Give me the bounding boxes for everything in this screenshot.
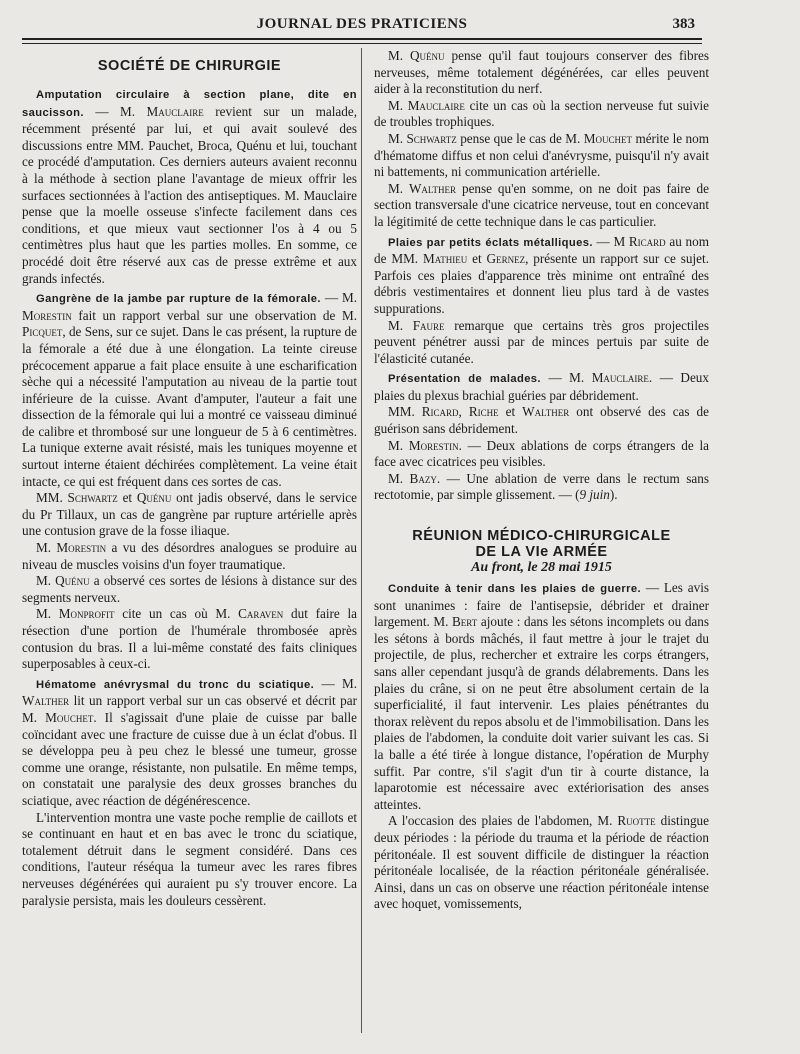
running-header: JOURNAL DES PRATICIENS xyxy=(256,16,468,32)
author-name: Morestin. xyxy=(408,437,462,453)
author-name: Walther xyxy=(22,693,70,709)
author-name: Quénu xyxy=(410,48,445,63)
paragraph-presentation: Présentation de malades. — M. Mauclaire. — Deux plaies du plexus brachial guéries par débridement. xyxy=(374,370,709,403)
author-name: Quénu xyxy=(136,490,172,506)
paragraph-morestin-face: M. Morestin. — Deux ablations de corps étrangers de la face avec cicatrices peu visibles. xyxy=(374,437,709,470)
section-spacer xyxy=(374,504,709,528)
paragraph-mauclaire: M. Mauclaire cite un cas où la section nerveuse fut suivie de troubles trophiques. xyxy=(374,97,709,130)
paragraph-ricard-riche: MM. Ricard, Riche et Walther ont observé des cas de guérison sans débridement. xyxy=(374,404,709,437)
section-heading-societe: SOCIÉTÉ DE CHIRURGIE xyxy=(97,58,282,74)
author-name: Mauclaire xyxy=(146,103,204,119)
author-name: Ricard, Riche xyxy=(421,404,499,420)
lead-title: Plaies par petits éclats métalliques. xyxy=(388,236,593,249)
meeting-date: Au front, le 28 mai 1915 xyxy=(471,560,612,576)
author-name: Quénu xyxy=(55,573,90,589)
paragraph-schwartz: M. Schwartz pense que le cas de M. Mouchet mérite le nom d'hématome diffus et non celui d'anévrysme, puisqu'il n'y avait ni battements, ni communication artérielle. xyxy=(374,130,709,180)
author-name: Mauclaire. xyxy=(591,370,653,386)
paragraph-conduite: Conduite à tenir dans les plaies de guerre. — Les avis sont unanimes : faire de l'antisepsie, débrider et drainer largement. M. Bert ajoute : dans les sétons incomplets ou dans les sétons à bords mâchés, il faut mettre à jour le trajet du projectile, de plus, rechercher et extraire les corps étrangers, sans aller cependant jusqu'à de grands délabrements. Dans les plaies du crâne, si on ne peut être absolument certain de la superficialité, il faut intervenir. Les plaies pénétrantes du thorax relèvent du repos absolu et de l'immobilisation. Dans les plaies de l'abdomen, la conduite doit varier suivant les cas. Si la balle a été tirée à longue distance, l'opération de Murphy suffit. Par contre, s'il s'agit d'un tir à courte distance, la laparotomie est nécessaire avec extériorisation des anses atteintes. xyxy=(374,580,709,812)
author-name: Morestin xyxy=(56,540,107,556)
author-name: Ricard xyxy=(628,233,666,249)
author-name: Schwartz xyxy=(406,130,457,146)
paragraph-eclats: Plaies par petits éclats métalliques. — M Ricard au nom de MM. Mathieu et Gernez, présente un rapport sur ce sujet. Parfois ces plaies d'apparence très minime ont entraîné des débris vestimentaires et donnent lieu plus tard à de vastes suppurations. xyxy=(374,233,709,316)
column-divider xyxy=(361,48,362,1033)
paragraph-quenu-fibres: M. Quénu pense qu'il faut toujours conserver des fibres nerveuses, même totalement dégénérées, car elles peuvent aider à la reconstitution du nerf. xyxy=(374,48,709,97)
author-name: Mouchet xyxy=(583,130,632,146)
page-number: 383 xyxy=(672,16,695,32)
author-name: Mauclaire xyxy=(407,97,465,113)
author-name: Mathieu xyxy=(423,251,468,267)
paragraph-bazy: M. Bazy. — Une ablation de verre dans le rectum sans rectotomie, par simple glissement. — (9 juin). xyxy=(374,470,709,503)
paragraph-walther: M. Walther pense qu'en somme, on ne doit pas faire de section transversale d'une cicatrice nerveuse, tout en concevant la légitimité de cette technique dans le cas particulier. xyxy=(374,180,709,229)
left-column xyxy=(22,48,357,909)
author-name: Schwartz xyxy=(67,490,118,506)
author-name: Picquet xyxy=(22,324,63,340)
paragraph-hematome: Hématome anévrysmal du tronc du sciatique. — M. Walther lit un rapport verbal sur un cas observé et décrit par M. Mouchet. Il s'agissait d'une plaie de cuisse par balle coïncidant avec une fracture de cuisse due à un éclat d'obus. Il se développa peu à peu chez le blessé une tumeur, grosse comme une orange, résistante, non pulsatile. En même temps, on constatait une paralysie des deux grosses branches du sciatique, avec réaction de dégénérescence. xyxy=(22,675,357,808)
author-name: Walther xyxy=(408,180,457,196)
paragraph-quenu: M. Quénu a observé ces sortes de lésions à distance sur des segments nerveux. xyxy=(22,573,357,605)
author-name: Caraven xyxy=(238,606,284,622)
paragraph-monprofit: M. Monprofit cite un cas où M. Caraven dut faire la résection d'une portion de l'humérale thrombosée après contusion du bras. Il a lui-même constaté des faits cliniques superposables à ceux-ci. xyxy=(22,606,357,672)
lead-title: Conduite à tenir dans les plaies de guerre. xyxy=(388,583,642,596)
paragraph-faure: M. Faure remarque que certains très gros projectiles peuvent pénétrer aussi par de minces pertuis par suite de l'élasticité cutanée. xyxy=(374,317,709,366)
paragraph-ruotte: A l'occasion des plaies de l'abdomen, M. Ruotte distingue deux périodes : la période du trauma et la période de réaction péritonéale. Il est souvent difficile de distinguer la réaction péritonéale localisée, de la réaction péritonéale généralisée. Ainsi, dans un cas on observe une réaction péritonéale intense avec hoquet, vomissements, xyxy=(374,813,709,912)
paragraph-intervention: L'intervention montra une vaste poche remplie de caillots et se continuant en haut et en bas avec le tronc du sciatique, totalement détruit dans le segment considéré. Dans ces conditions, l'auteur réséqua la tumeur avec les rares fibres nerveuses dégénérées qui auraient pu s'y trouver encore. La paralysie persista, mais les douleurs cessèrent. xyxy=(22,809,357,908)
author-name: Ruotte xyxy=(617,813,656,829)
author-name: Faure xyxy=(412,317,445,333)
author-name: Walther xyxy=(522,404,570,420)
section-heading-reunion: RÉUNION MÉDICO-CHIRURGICALE xyxy=(412,528,671,545)
lead-title: Présentation de malades. xyxy=(388,373,541,386)
lead-title: Gangrène de la jambe par rupture de la fémorale. xyxy=(36,293,321,306)
author-name: Bazy. xyxy=(409,470,441,486)
right-column xyxy=(374,48,709,913)
lead-title: Hématome anévrysmal du tronc du sciatique. xyxy=(36,678,315,691)
author-name: Morestin xyxy=(22,307,72,323)
paragraph-gangrene: Gangrène de la jambe par rupture de la fémorale. — M. Morestin fait un rapport verbal sur une observation de M. Picquet, de Sens, sur ce sujet. Dans le cas présent, la rupture de la fémorale a été due à une élongation. La teinte cireuse précocement apparue a fait place ensuite à une escharification sèche qui a nécessité l'amputation au niveau de la partie tout inférieure de la cuisse. Avant d'amputer, l'auteur a fait une dissection de la fémorale qui lui a montré ce vaisseau diminué de calibre et thrombosé sur une longueur de 5 à 6 centimètres. La tunique externe avait résisté, mais les tuniques moyenne et surtout interne étaient déchirées complètement. La veine était intacte, ce qui est fréquent dans ces sortes de cas. xyxy=(22,290,357,489)
paragraph-amputation: Amputation circulaire à section plane, dite en saucisson. — M. Mauclaire revient sur un malade, récemment présenté par lui, et qui avait soulevé des discussions entre MM. Pauchet, Broca, Quénu et lui, touchant ce procédé d'amputation. Ces derniers auteurs avaient reconnu à la méthode à section plane l'avantage de mieux offrir les surfaces sectionnées à l'action des antiseptiques. M. Mauclaire pense que la moelle osseuse s'infecte facilement dans ces conditions, et que mieux vaut sectionner l'os à 4 ou 5 centimètres plus haut que les parties molles. En somme, ce procédé doit être réservé aux cas de presse extrême et aux grands infectés. xyxy=(22,89,357,286)
paragraph-schwartz-quenu: MM. Schwartz et Quénu ont jadis observé, dans le service du Pr Tillaux, un cas de gangrène par rupture artérielle après une contusion grave de la fosse iliaque. xyxy=(22,490,357,539)
paragraph-morestin: M. Morestin a vu des désordres analogues se produire au niveau de muscles voisins d'un foyer traumatique. xyxy=(22,540,357,572)
session-date: 9 juin xyxy=(579,487,610,503)
author-name: Bert xyxy=(452,614,478,630)
header-rule xyxy=(22,38,702,44)
section-heading-armee: DE LA VIe ARMÉE xyxy=(475,544,608,561)
author-name: Mouchet xyxy=(45,709,94,725)
lead-title: Amputation circulaire à section plane, dite en saucisson. xyxy=(22,89,357,119)
author-name: Monprofit xyxy=(58,606,115,622)
author-name: Gernez xyxy=(486,251,526,267)
